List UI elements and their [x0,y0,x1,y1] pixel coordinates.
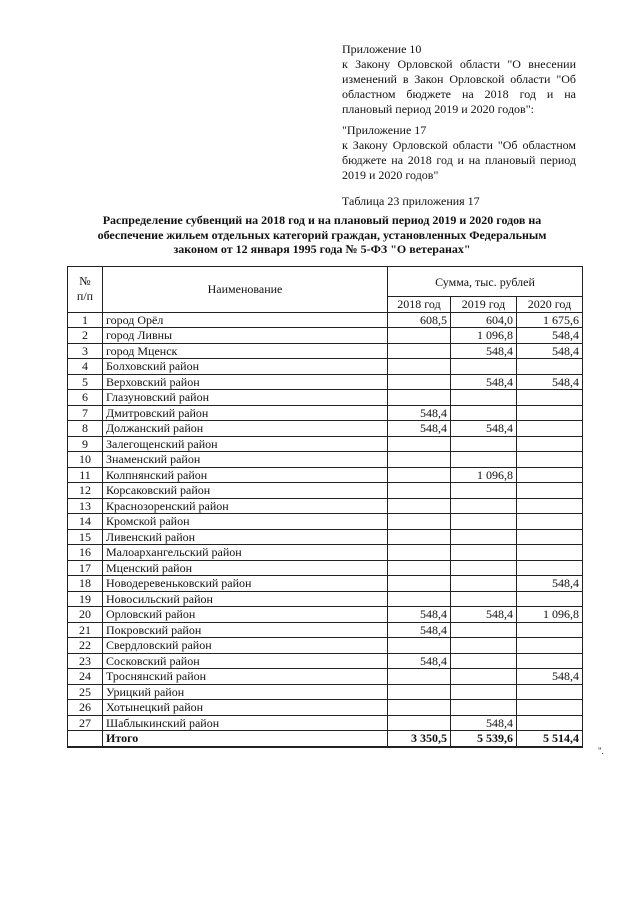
value-2019: 604,0 [451,312,517,328]
document-title: Распределение субвенций на 2018 год и на плановый период 2019 и 2020 годов на обеспечение жильем отдельных категорий граждан, установленных Федеральным законом от 12 января 1995 года № 5-ФЗ "О ветеранах" [97,213,547,256]
value-2018 [388,529,451,545]
value-2019 [451,684,517,700]
value-2019 [451,436,517,452]
value-2018 [388,514,451,530]
row-number: 15 [68,529,103,545]
row-number: 4 [68,359,103,375]
value-2020 [517,715,583,731]
value-2020 [517,514,583,530]
value-2020: 1 675,6 [517,312,583,328]
value-2018 [388,560,451,576]
value-2018 [388,328,451,344]
row-number: 27 [68,715,103,731]
district-name: Колпнянский район [103,467,388,483]
district-name: Корсаковский район [103,483,388,499]
row-number: 10 [68,452,103,468]
district-name: город Мценск [103,343,388,359]
value-2020 [517,700,583,716]
value-2019 [451,498,517,514]
row-number: 5 [68,374,103,390]
value-2019: 548,4 [451,343,517,359]
header-year-2020: 2020 год [517,297,583,313]
closing-quote: ". [598,746,604,756]
value-2018: 548,4 [388,607,451,623]
value-2019 [451,700,517,716]
row-number: 9 [68,436,103,452]
value-2020: 1 096,8 [517,607,583,623]
value-2019 [451,669,517,685]
value-2018 [388,359,451,375]
value-2020 [517,591,583,607]
value-2019: 1 096,8 [451,467,517,483]
total-number-cell [68,731,103,747]
row-number: 2 [68,328,103,344]
table-row [68,700,583,716]
value-2020 [517,436,583,452]
total-2018: 3 350,5 [388,731,451,747]
table-row [68,669,583,685]
row-number: 7 [68,405,103,421]
table-row [68,591,583,607]
table-row [68,684,583,700]
value-2020: 548,4 [517,374,583,390]
district-name: Сосковский район [103,653,388,669]
value-2020 [517,467,583,483]
row-number: 12 [68,483,103,499]
value-2019 [451,591,517,607]
value-2019: 548,4 [451,607,517,623]
district-name: Краснозоренский район [103,498,388,514]
value-2020 [517,483,583,499]
row-number: 22 [68,638,103,654]
table-row [68,498,583,514]
table-row [68,576,583,592]
row-number: 24 [68,669,103,685]
value-2020 [517,452,583,468]
value-2020 [517,498,583,514]
value-2018: 548,4 [388,653,451,669]
value-2018 [388,343,451,359]
value-2018 [388,715,451,731]
appendix-inner-title: "Приложение 17 [342,123,427,137]
table-row [68,421,583,437]
table-row [68,514,583,530]
table-row [68,328,583,344]
value-2020 [517,405,583,421]
value-2018: 608,5 [388,312,451,328]
value-2019 [451,483,517,499]
row-number: 20 [68,607,103,623]
row-number: 16 [68,545,103,561]
district-name: Урицкий район [103,684,388,700]
district-name: город Ливны [103,328,388,344]
district-name: Орловский район [103,607,388,623]
total-row [68,731,583,747]
table-row [68,312,583,328]
value-2018 [388,483,451,499]
district-name: Покровский район [103,622,388,638]
value-2019: 548,4 [451,374,517,390]
value-2018 [388,591,451,607]
value-2019: 1 096,8 [451,328,517,344]
row-number: 8 [68,421,103,437]
district-name: Дмитровский район [103,405,388,421]
appendix-law-reference: к Закону Орловской области "О внесении изменений в Закон Орловской области "Об областном бюджете на 2018 год и на плановый период 2019 и 2020 годов": [342,57,576,116]
value-2020 [517,359,583,375]
value-2019 [451,405,517,421]
appendix-title: Приложение 10 [342,42,422,56]
district-name: город Орёл [103,312,388,328]
value-2018 [388,669,451,685]
table-reference: Таблица 23 приложения 17 [342,194,480,208]
appendix-inner-law-reference: к Закону Орловской области "Об областном бюджете на 2018 год и на плановый период 2019 и 2020 годов" [342,138,576,182]
district-name: Троснянский район [103,669,388,685]
appendix-block [342,42,576,183]
row-number: 19 [68,591,103,607]
row-number: 6 [68,390,103,406]
subsidy-table [67,266,583,748]
value-2018: 548,4 [388,405,451,421]
header-sum: Сумма, тыс. рублей [388,267,583,297]
value-2018 [388,545,451,561]
value-2020: 548,4 [517,343,583,359]
district-name: Малоархангельский район [103,545,388,561]
table-body [68,312,583,731]
value-2018 [388,374,451,390]
value-2019: 548,4 [451,421,517,437]
table-row [68,607,583,623]
row-number: 21 [68,622,103,638]
district-name: Кромской район [103,514,388,530]
value-2018 [388,436,451,452]
total-label: Итого [103,731,388,747]
district-name: Глазуновский район [103,390,388,406]
district-name: Должанский район [103,421,388,437]
value-2019 [451,452,517,468]
table-row [68,483,583,499]
value-2018: 548,4 [388,622,451,638]
table-row [68,529,583,545]
row-number: 26 [68,700,103,716]
row-number: 11 [68,467,103,483]
value-2019 [451,514,517,530]
header-name: Наименование [103,267,388,313]
table-row [68,715,583,731]
district-name: Болховский район [103,359,388,375]
value-2020 [517,653,583,669]
value-2019 [451,576,517,592]
header-year-2019: 2019 год [451,297,517,313]
value-2019 [451,545,517,561]
table-row [68,545,583,561]
value-2018: 548,4 [388,421,451,437]
district-name: Новосильский район [103,591,388,607]
table-row [68,374,583,390]
row-number: 14 [68,514,103,530]
row-number: 3 [68,343,103,359]
table-row [68,638,583,654]
table-row [68,405,583,421]
value-2018 [388,576,451,592]
value-2020: 548,4 [517,669,583,685]
value-2018 [388,452,451,468]
value-2019 [451,529,517,545]
value-2019: 548,4 [451,715,517,731]
value-2020: 548,4 [517,576,583,592]
district-name: Мценский район [103,560,388,576]
value-2018 [388,498,451,514]
value-2018 [388,684,451,700]
value-2020 [517,638,583,654]
value-2019 [451,638,517,654]
value-2020 [517,421,583,437]
district-name: Свердловский район [103,638,388,654]
table-row [68,390,583,406]
row-number: 18 [68,576,103,592]
table-row [68,359,583,375]
total-2019: 5 539,6 [451,731,517,747]
header-year-2018: 2018 год [388,297,451,313]
value-2020 [517,622,583,638]
value-2020 [517,560,583,576]
value-2020 [517,529,583,545]
value-2018 [388,700,451,716]
value-2019 [451,653,517,669]
table-row [68,560,583,576]
value-2019 [451,560,517,576]
row-number: 25 [68,684,103,700]
total-2020: 5 514,4 [517,731,583,747]
district-name: Знаменский район [103,452,388,468]
table-row [68,653,583,669]
row-number: 1 [68,312,103,328]
table-row [68,343,583,359]
district-name: Верховский район [103,374,388,390]
value-2019 [451,622,517,638]
district-name: Шаблыкинский район [103,715,388,731]
row-number: 17 [68,560,103,576]
district-name: Залегощенский район [103,436,388,452]
value-2020 [517,390,583,406]
table-row [68,622,583,638]
district-name: Новодеревеньковский район [103,576,388,592]
row-number: 23 [68,653,103,669]
value-2018 [388,638,451,654]
row-number: 13 [68,498,103,514]
value-2020: 548,4 [517,328,583,344]
table-row [68,436,583,452]
table-row [68,467,583,483]
district-name: Ливенский район [103,529,388,545]
value-2018 [388,467,451,483]
value-2019 [451,390,517,406]
value-2018 [388,390,451,406]
value-2019 [451,359,517,375]
value-2020 [517,684,583,700]
table-row [68,452,583,468]
header-number: № п/п [68,267,103,313]
district-name: Хотынецкий район [103,700,388,716]
value-2020 [517,545,583,561]
